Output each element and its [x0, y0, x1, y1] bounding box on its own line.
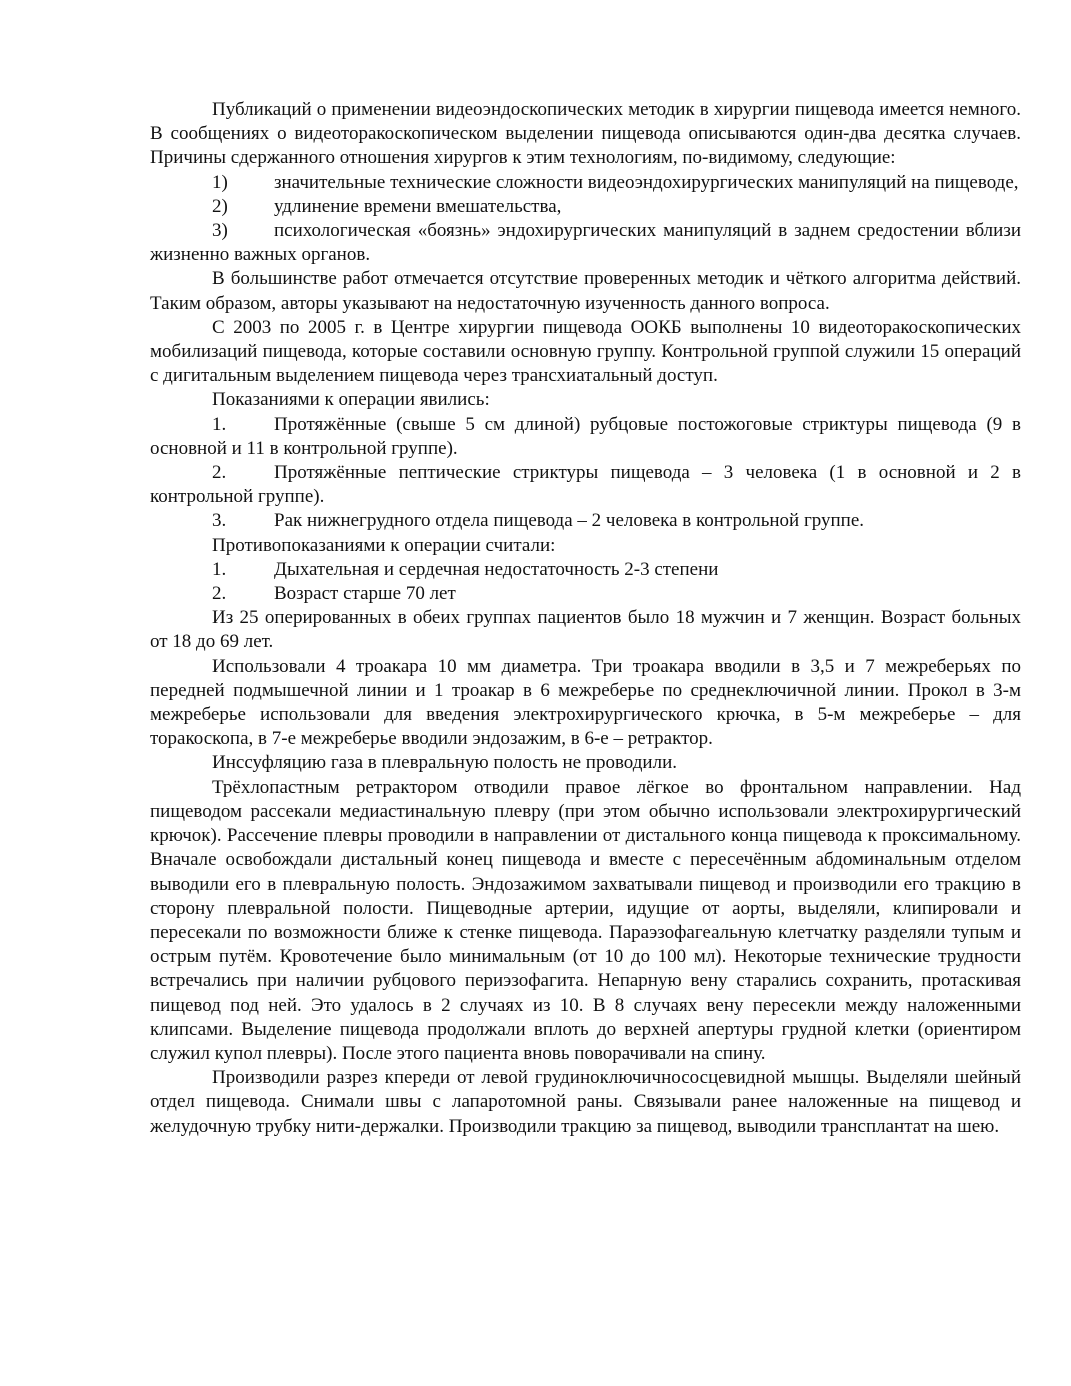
- list-number: 2.: [212, 462, 227, 484]
- list-text: Протяжённые пептические стриктуры пищевода – 3 человека (1 в основной и 2 в контрольной группе).: [150, 462, 1021, 508]
- list-item: [150, 171, 1021, 195]
- list-item: [150, 509, 1021, 533]
- list-number: 1.: [212, 413, 227, 435]
- paragraph-insufflation: Инссуфляцию газа в плевральную полость не проводили.: [212, 752, 677, 774]
- list-number: 3): [212, 220, 228, 242]
- list-text: Рак нижнегрудного отдела пищевода – 2 человека в контрольной группе.: [274, 510, 865, 532]
- list-text: значительные технические сложности видеоэндохирургических манипуляций на пищеводе,: [274, 171, 1019, 193]
- list-item: [150, 219, 1021, 267]
- list-text: удлинение времени вмешательства,: [274, 195, 562, 217]
- list-text: Протяжённые (свыше 5 см длиной) рубцовые постожоговые стриктуры пищевода (9 в основной и 11 в контрольной группе).: [150, 413, 1021, 459]
- paragraph-trocars: Использовали 4 троакара 10 мм диаметра. Три троакара вводили в 3,5 и 7 межреберьях по передней подмышечной линии и 1 троакар в 6 межреберье по среднеключичной линии. Прокол в 3-м межреберье использовали для введения электрохирургического крючка, в 5-м межреберье – для торакоскопа, в 7-е межреберье вводили эндозажим, в 6-е – ретрактор.: [150, 655, 1021, 750]
- list-number: 2): [212, 195, 228, 217]
- list-number: 1): [212, 171, 228, 193]
- paragraph-cervical: Производили разрез кпереди от левой грудиноключичнососцевидной мышцы. Выделяли шейный отдел пищевода. Снимали швы с лапаротомной раны. Связывали ранее наложенные на пищевод и желудочную трубку нити-держалки. Производили тракцию за пищевод, выводили трансплантат на шею.: [150, 1067, 1021, 1137]
- list-item: [150, 558, 1021, 582]
- list-number: 2.: [212, 583, 227, 605]
- list-text: Возраст старше 70 лет: [274, 583, 456, 605]
- paragraph-groups: С 2003 по 2005 г. в Центре хирургии пищевода ООКБ выполнены 10 видеоторакоскопических мобилизаций пищевода, которые составили основную группу. Контрольной группой служили 15 операций с дигитальным выделением пищевода через трансхиатальный доступ.: [150, 316, 1021, 387]
- list-number: 1.: [212, 558, 227, 580]
- list-text: психологическая «боязнь» эндохирургических манипуляций в заднем средостении вблизи жизненно важных органов.: [150, 220, 1021, 266]
- list-text: Дыхательная и сердечная недостаточность 2-3 степени: [274, 558, 719, 580]
- paragraph-patients: Из 25 оперированных в обеих группах пациентов было 18 мужчин и 7 женщин. Возраст больных от 18 до 69 лет.: [150, 607, 1021, 653]
- list-item: [150, 461, 1021, 509]
- list-item: [150, 582, 1021, 606]
- paragraph-methods-lack: В большинстве работ отмечается отсутствие проверенных методик и чёткого алгоритма действий. Таким образом, авторы указывают на недостаточную изученность данного вопроса.: [150, 268, 1021, 314]
- list-number: 3.: [212, 510, 227, 532]
- paragraph-procedure: Трёхлопастным ретрактором отводили правое лёгкое во фронтальном направлении. Над пищеводом рассекали медиастинальную плевру (при этом обычно использовали электрохирургический крючок). Рассечение плевры проводили в направлении от дистального конца пищевода к проксимальному. Вначале освобождали дистальный конец пищевода и вместе с пересечённым абдоминальным отделом выводили его в плевральную полость. Эндозажимом захватывали пищевод и производили его тракцию в сторону плевральной полости. Пищеводные артерии, идущие от аорты, выделяли, клипировали и пересекали по возможности ближе к стенке пищевода. Параэзофагеальную клетчатку разделяли тупым и острым путём. Кровотечение было минимальным (от 10 до 100 мл). Некоторые технические трудности встречались при наличии рубцового периэзофагита. Непарную вену старались сохранить, протаскивая пищевод под ней. Это удалось в 2 случаях из 10. В 8 случаях вену пересекли между наложенными клипсами. Выделение пищевода продолжали вплоть до верхней апертуры грудной клетки (ориентиром служил купол плевры). После этого пациента вновь поворачивали на спину.: [150, 776, 1021, 1064]
- list-item: [150, 195, 1021, 219]
- paragraph-contraindications-heading: Противопоказаниями к операции считали:: [212, 534, 556, 556]
- paragraph-intro: Публикаций о применении видеоэндоскопических методик в хирургии пищевода имеется немного. В сообщениях о видеоторакоскопическом выделении пищевода описываются один-два десятка случаев. Причины сдержанного отношения хирургов к этим технологиям, по-видимому, следующие:: [150, 99, 1021, 169]
- list-item: [150, 413, 1021, 461]
- paragraph-indications-heading: Показаниями к операции явились:: [212, 389, 490, 411]
